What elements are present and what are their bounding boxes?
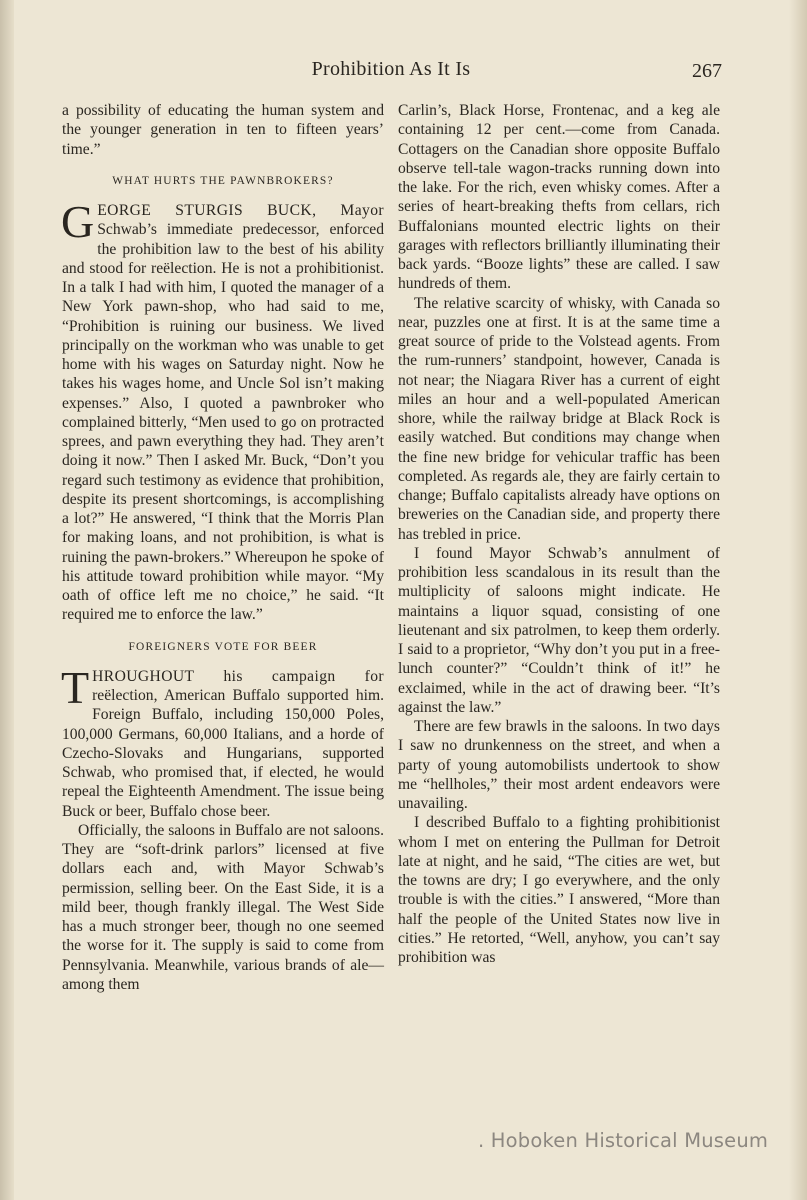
- left-paragraph-1: a possibility of educating the human system and the younger generation in ten to fifteen years’ time.”: [62, 102, 384, 158]
- left-paragraph-2: [61, 196, 384, 625]
- lead-in-throughout: HROUGHOUT: [92, 667, 195, 685]
- drop-cap-g: G: [61, 196, 95, 247]
- lead-in-name: EORGE STURGIS BUCK: [97, 202, 313, 219]
- right-paragraph-5: I described Buffalo to a fighting prohibitionist whom I met on entering the Pullman for Detroit late at night, and he said, “The cities are wet, but the towns are dry; I go everywhere, and the only trouble is with the cities.” I answered, “More than half the people of the United States now live in cities.” He retorted, “Well, anyhow, you can’t say prohibition was: [398, 814, 720, 966]
- subhead-foreigners: FOREIGNERS VOTE FOR BEER: [128, 640, 318, 653]
- left-paragraph-3: [61, 661, 384, 821]
- running-head: [60, 58, 722, 86]
- page-number: 267: [692, 60, 722, 82]
- left-paragraph-3-text: his campaign for reëlection, American Buffalo supported him. Foreign Buffalo, including 150,000 Poles, 100,000 Germans, 60,000 Italians, and a horde of Czecho-Slovaks and Hungarians, supported Schwab, who promised that, if elected, he would repeal the Eighteenth Amendment. The issue being Buck or beer, Buffalo chose beer.: [62, 667, 384, 820]
- left-paragraph-2-text: , Mayor Schwab’s immediate predecessor, enforced the prohibition law to the best of his ability and stood for reëlection. He is not a prohibitionist. In a talk I had with him, I quoted the manager of a New York pawn-shop, who had said to me, “Prohibition is ruining our business. We lived principally on the workman who was unable to get home with his wages on Saturday night. Now he takes his wages home, and Uncle Sol isn’t making expenses.” Also, I quoted a pawnbroker who complained bitterly, “Men used to go on protracted sprees, and pawn everything they had. They aren’t doing it now.” Then I asked Mr. Buck, “Don’t you regard such testimony as evidence that prohibition, despite its present shortcomings, is accomplishing a lot?” He answered, “I think that the Morris Plan for making loans, and not prohibition, is what is ruining the pawn-brokers.” Whereupon he spoke of his attitude toward prohibition while mayor. “My oath of office left me no choice,” he said. “It required me to enforce the law.”: [62, 202, 384, 624]
- page-edge-shadow: [789, 0, 807, 1200]
- drop-cap-t: T: [61, 661, 90, 713]
- right-paragraph-3: I found Mayor Schwab’s annulment of prohibition less scandalous in its result than the multiplicity of saloons might indicate. He maintains a liquor squad, consisting of one lieutenant and six patrolmen, to keep them orderly. I said to a proprietor, “Why don’t you put in a free-lunch counter?” “Couldn’t think of it!” he exclaimed, while in the act of drawing beer. “It’s against the law.”: [398, 544, 720, 716]
- subhead-pawnbrokers: WHAT HURTS THE PAWNBROKERS?: [112, 174, 334, 187]
- right-paragraph-4: There are few brawls in the saloons. In two days I saw no drunkenness on the street, and when a party of young automobilists undertook to show me “hellholes,” their most ardent endeavors were unavailing.: [398, 718, 720, 812]
- right-column: [398, 101, 720, 967]
- right-paragraph-2: The relative scarcity of whisky, with Canada so near, puzzles one at first. It is at the same time a great source of pride to the Volstead agents. From the rum-runners’ standpoint, however, Canada is not near; the Niagara River has a current of eight miles an hour and a well-populated American shore, while the railway bridge at Black Rock is easily watched. But conditions may change when the fine new bridge for vehicular traffic has been completed. As regards ale, they are fairly certain to change; Buffalo capitalists already have options on breweries on the Canadian side, and property there has trebled in price.: [398, 294, 720, 543]
- left-paragraph-4: Officially, the saloons in Buffalo are not saloons. They are “soft-drink parlors” licensed at five dollars each and, with Mayor Schwab’s permission, selling beer. On the East Side, it is a mild beer, though frankly illegal. The West Side has a much stronger beer, though no one seemed the worse for it. The supply is said to come from Pennsylvania. Meanwhile, various brands of ale—among them: [62, 821, 384, 993]
- left-column: [62, 101, 384, 994]
- page-gutter-shadow: [0, 0, 14, 1200]
- running-title: Prohibition As It Is: [311, 58, 471, 80]
- right-paragraph-1: Carlin’s, Black Horse, Frontenac, and a keg ale containing 12 per cent.—come from Canada. Cottagers on the Canadian shore opposite Buffalo observe tell-tale wagon-tracks running down into the lake. For the rich, even whisky comes. After a series of heart-breaking thefts from cellars, rich Buffalonians mounted electric lights on their garages with reflectors brilliantly illuminating their back yards. “Booze lights” these are called. I saw hundreds of them.: [398, 102, 720, 293]
- museum-watermark: . Hoboken Historical Museum: [478, 1129, 769, 1152]
